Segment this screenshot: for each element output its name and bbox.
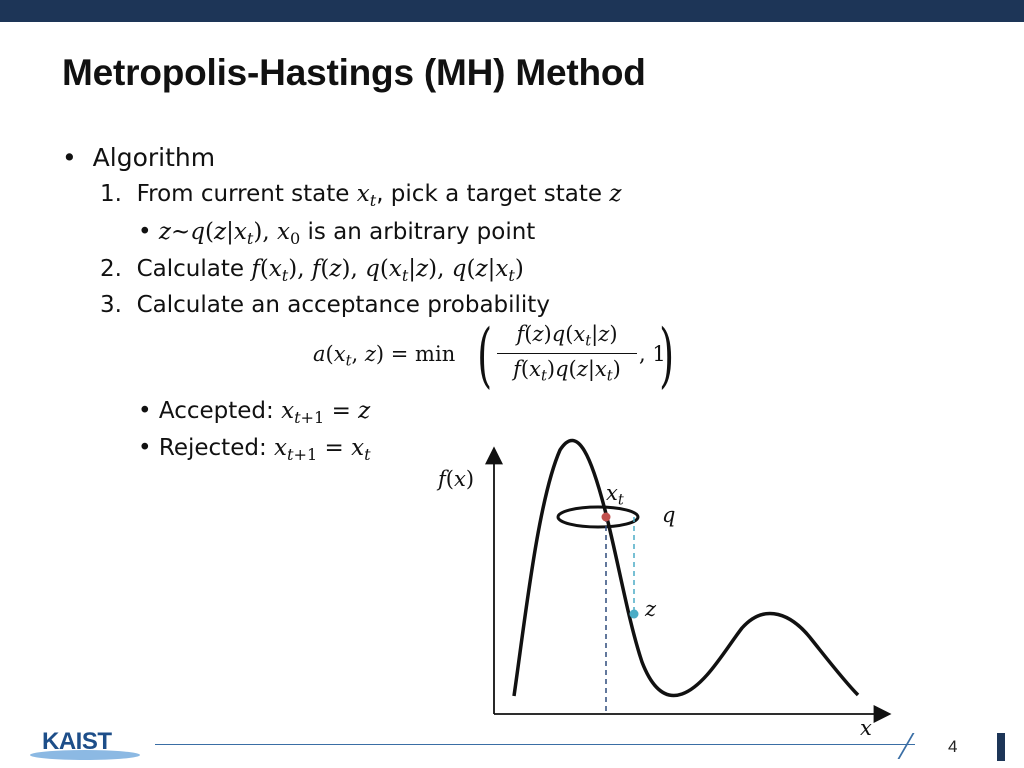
rejected-formula: $x_{t+1} = x_t$ — [274, 435, 371, 464]
top-bar — [0, 0, 1024, 22]
step-3-label: Calculate an acceptance probability — [136, 292, 550, 318]
accepted-bullet: • — [138, 398, 152, 424]
accepted-label: Accepted: — [158, 398, 274, 424]
target-state-point — [630, 610, 639, 619]
step-1-sub-bullet: • — [138, 219, 152, 245]
step-1-mid: , pick a target state — [376, 181, 602, 207]
slide-title: Metropolis-Hastings (MH) Method — [62, 52, 646, 93]
rejected-label: Rejected: — [158, 435, 267, 461]
step-1-xt: $x_t$ — [356, 181, 377, 210]
step-1-number: 1. — [100, 181, 122, 207]
step-3-number: 3. — [100, 292, 122, 318]
bullet-dot: • — [62, 143, 77, 172]
q-label: q — [662, 503, 676, 527]
fx-axis-label: f(x) — [438, 467, 475, 491]
acceptance-formula — [313, 314, 683, 396]
step-2-number: 2. — [100, 256, 122, 282]
step-1 — [100, 181, 621, 210]
step-1-sub-text: is an arbitrary point — [300, 219, 536, 245]
page-marker — [997, 733, 1005, 761]
footer-slash — [897, 733, 914, 759]
rejected-bullet: • — [138, 435, 152, 461]
step-2 — [100, 256, 524, 285]
step-1-label: From current state — [136, 181, 350, 207]
xt-point-label: $x_t$ — [606, 481, 624, 509]
accepted-formula: $x_{t+1} = z$ — [281, 398, 371, 427]
accepted-line — [138, 398, 370, 427]
target-density-curve — [514, 440, 858, 696]
step-2-label: Calculate — [136, 256, 244, 282]
page-number: 4 — [948, 737, 958, 756]
step-2-formula: $f(x_t)$, f(z), $q(x_t|z)$, $q(z|x_t)$ — [251, 256, 524, 285]
formula-fraction — [497, 322, 637, 385]
formula-numerator: $f(z)q(x_t|z)$ — [516, 322, 618, 350]
formula-lhs: $a(x_t$, z) = min — [313, 342, 456, 370]
current-state-point — [602, 513, 611, 522]
svg-text:KAIST: KAIST — [42, 728, 112, 755]
step-1-sub-formula: $z\sim q(z|x_t)$, $x_0$ — [158, 219, 301, 248]
step-1-z: z — [609, 181, 622, 207]
formula-one: , 1 — [639, 342, 666, 366]
z-point-label: z — [645, 597, 657, 621]
rejected-line — [138, 435, 371, 464]
bullet-algorithm — [62, 143, 215, 172]
kaist-logo — [30, 722, 150, 762]
formula-fraction-bar — [497, 353, 637, 354]
mh-illustration — [420, 430, 900, 750]
formula-left-paren: ( — [477, 314, 493, 396]
formula-right-paren: ) — [659, 314, 675, 396]
x-axis-label: x — [860, 716, 872, 740]
bullet-algorithm-label: Algorithm — [92, 143, 216, 172]
proposal-distribution-ellipse — [558, 507, 638, 527]
step-1-sub — [138, 219, 535, 248]
formula-denominator: $f(x_t)q(z|x_t)$ — [513, 357, 621, 385]
footer-line — [155, 744, 915, 745]
